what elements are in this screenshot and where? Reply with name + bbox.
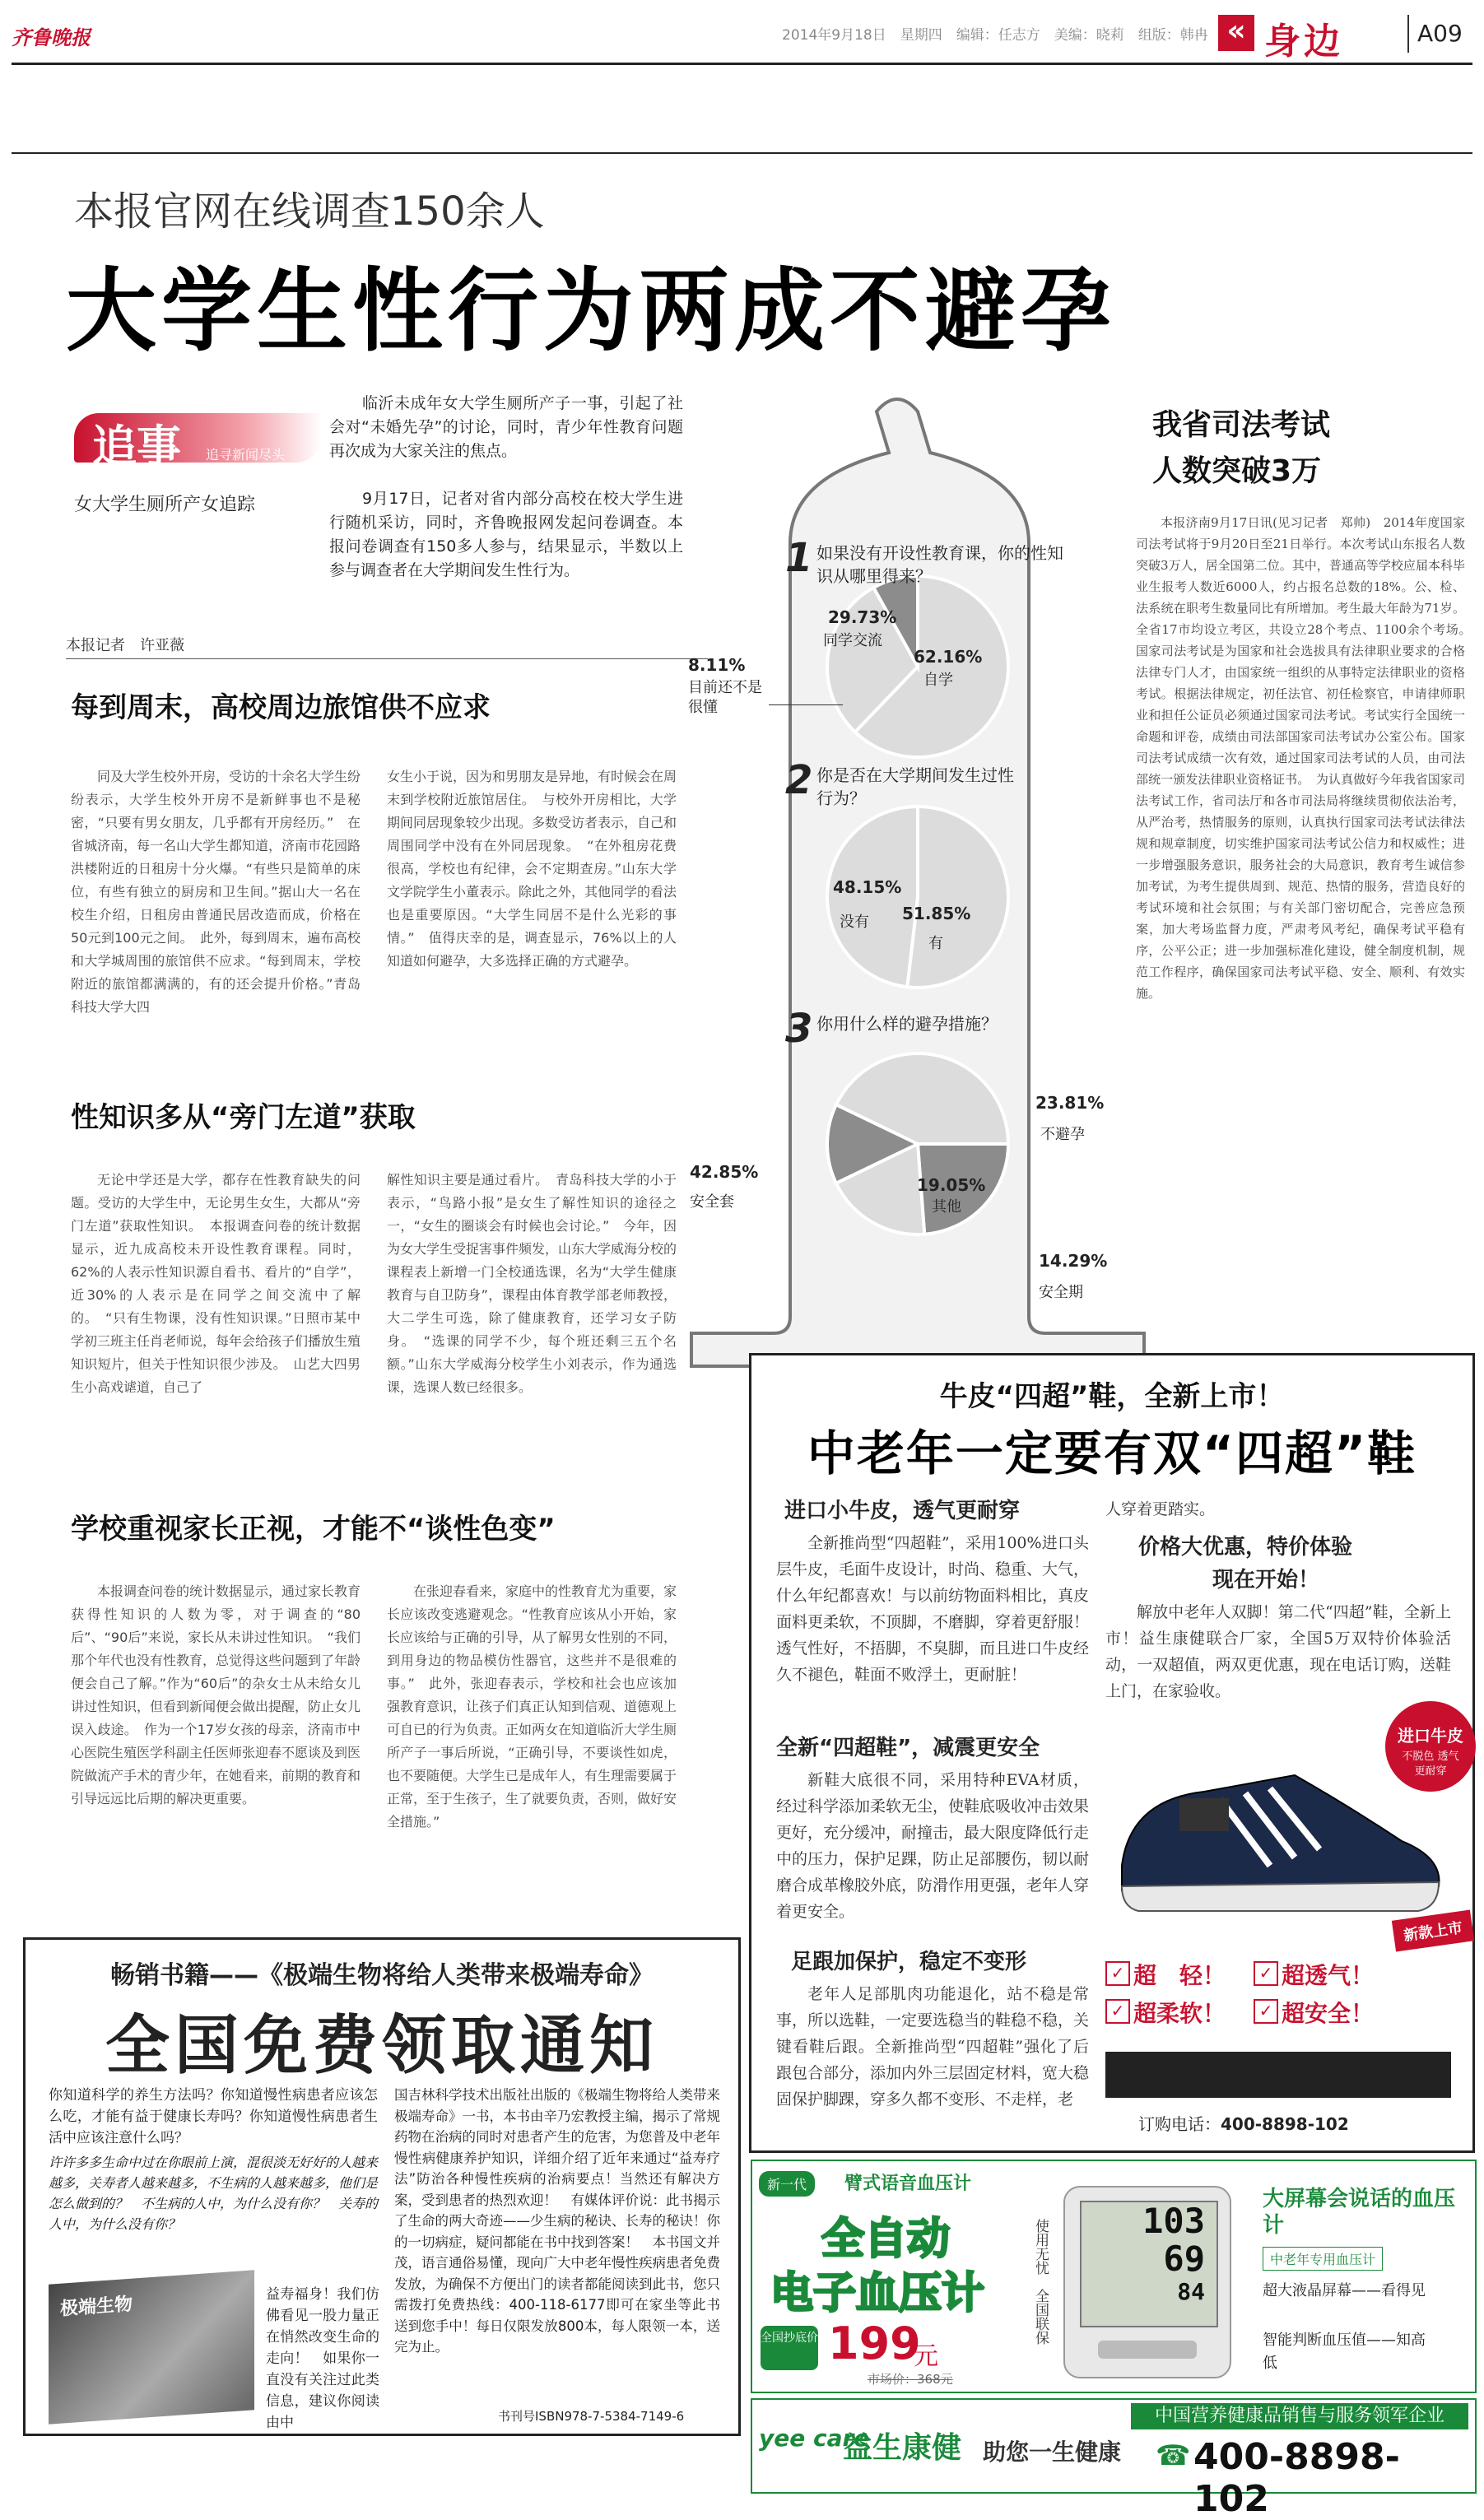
feature-check-icon: ✓ [1105, 1961, 1130, 1986]
shoe-h3: 足跟加保护，稳定不变形 [791, 1950, 1027, 1974]
page-meta: 2014年9月18日 星期四 编辑：任志方 美编：晓莉 组版：韩冉 [782, 27, 1208, 44]
shoe-ad [749, 1353, 1475, 2153]
footer-company: 中国营养健康品销售与服务领军企业 [1131, 2403, 1468, 2429]
q3-a-pct: 23.81% [1035, 1093, 1105, 1113]
q3-number: 3 [785, 1006, 813, 1052]
feature-2: 超透气！ [1282, 1962, 1375, 1989]
sec2-col2: 解性知识主要是通过看片。 青岛科技大学的小于表示，“鸟路小报”是女生了解性知识的途径之一，“女生的圈谈会有时候也会讨论。” 今年，因为女大学生受捉害事件频发，山东大学威海分校的课程表上新增一门全校通选课，名为“大学生健康教育与自卫防身”，课程由体育教学部老师教授，大二学生可选，除了健康教育，还学习女子防身。 “选课的同学不少，每个班还剩三五个名额。”山东大学威海分校学生小刘表示，作为通选课，选课人数已经很多。 [387, 1172, 677, 1395]
bp-ad [751, 2160, 1477, 2393]
bp-pill-text: 臂式语音血压计 [844, 2174, 972, 2194]
q1-leader-line [769, 704, 843, 705]
bp-right-b2: 智能判断血压值——知高低 [1263, 2332, 1426, 2372]
follow-logo [74, 405, 321, 471]
shoe-b3: 老年人足部肌肉功能退化，站不稳是常事，所以选鞋，一定要选稳当的鞋稳不稳，关键看鞋后跟。全新推尚型“四超鞋”强化了后跟包合部分，添加内外三层固定材料，宽大稳固保护脚踝，穿多久都不变形、不走样，老 [776, 1985, 1090, 2109]
sec3-col2: 在张迎春看来，家庭中的性教育尤为重要，家长应该改变逃避观念。“性教育应该从小开始，家长应该给与正确的引导，从了解男女性别的不同，到用身边的物品模仿性器官，这些并不是很难的事。” 此外，张迎春表示，学校和社会也应该加强教育意识，让孩子们真正认知到信观、道德观上可自已的行为负责。正如两女在知道临沂大学生厕所产子一事后所说，“正确引导，不要谈性如虎，也不要随便。大学生已是成年人，有生理需要属于正常，至于生孩子，生了就要负责，否则，做好安全措施。” [387, 1583, 677, 1830]
section-name: 身边 [1264, 21, 1343, 63]
bp-line2: 电子血压计 [770, 2269, 985, 2318]
shoe-ad-top: 牛皮“四超”鞋，全新上市！ [939, 1380, 1285, 1413]
book-ad-top: 畅销书籍——《极端生物将给人类带来极端寿命》 [110, 1961, 654, 1990]
sec3-col1: 本报调查问卷的统计数据显示，通过家长教育获得性知识的人数为零，对于调查的“80后”、“90后”来说，家长从未讲过性知识。 “我们那个年代也没有性教育，总觉得这些问题到了年龄便会自己了解。”作为“60后”的杂女士从未给女儿讲过性知识，但看到新闻便会做出提醒，防止女儿误入歧途。 作为一个17岁女孩的母亲，济南市中心医院生殖医学科副主任医师张迎春不愿谈及到医院做流产手术的青少年，在她看来，前期的教育和引导远远比后期的解决更重要。 [71, 1583, 361, 1806]
shoe-badge [1385, 1701, 1476, 1792]
follow-logo-char: 追事 [92, 421, 181, 472]
q1-a-name: 同学交流 [823, 632, 882, 649]
q1-b-pct: 62.16% [914, 647, 983, 667]
q2-b-pct: 51.85% [902, 904, 971, 923]
bp-device [1063, 2186, 1231, 2378]
shoe-phone-label: 订购电话： [1138, 2114, 1221, 2134]
pie-chart-q1 [827, 576, 1008, 757]
q1-c-pct: 8.11% [688, 655, 746, 675]
header-rule-thin [12, 152, 1472, 154]
byline: 本报记者 许亚薇 [66, 637, 184, 654]
masthead-logo: 齐鲁晚报 [12, 26, 91, 49]
book-mid: 国吉林科学技术出版社出版的《极端生物将给人类带来极端寿命》一书，本书由辛乃宏教授主编，揭示了常规药物在治病的同时对患者产生的危害，为您普及中老年慢性病健康养护知识，详细介绍了近年来通过“益寿疗法”防治各种慢性疾病的治病要点！当然还有解决方案，受到患者的热烈欢迎！ 有媒体评价说：此书揭示了生命的两大奇迹——少生病的秘诀、长寿的秘诀！你的一切病症，疑问都能在书中找到答案！ 本书国文并茂，语言通俗易懂，现向广大中老年慢性疾病患者免费发放，为确保不方便出门的读者都能阅读到此书，您只需拨打免费热线：400-118-6177即可在家坐等此书送到您手中！每日仅限发放800本，每人限领一本，送完为止。 [394, 2087, 720, 2355]
q3-c-pct: 42.85% [690, 1162, 759, 1182]
sec2-title: 性知识多从“旁门左道”获取 [71, 1101, 416, 1134]
shoe-new-tag: 新款上市 [1392, 1910, 1474, 1952]
exam-body: 本报济南9月17日讯(见习记者 郑帅) 2014年度国家司法考试将于9月20日至21日举行。本次考试山东报名人数突破3万人，居全国第二位。其中，普通高等学校应届本科毕业生报考人数近6000人，约占报名总数的18%。公、检、法系统在职考生数量同比有所增加。考生最大年龄为71岁。全省17市均设立考区，共设立28个考点、1100余个考场。 国家司法考试是为国家和社会选拔具有法律职业要求的合格法律专门人才，由国家统一组织的从事特定法律职业的资格考试。根据法律规定，初任法官、初任检察官，申请律师职业和担任公证员必须通过国家司法考试。考试实行全国统一命题和评卷，成绩由司法部国家司法考试办公室公布。国家司法考试成绩一次有效，通过国家司法考试的人员，由司法部统一颁发法律职业资格证书。 为认真做好今年我省国家司法考试工作，省司法厅和各市司法局将继续贯彻依法治考，从严治考，热情服务的原则，认真执行国家司法考试法律法规和规章制度，切实维护国家司法考试公信力和权威性；进一步增强服务意识，服务社会的大局意识，教育考生诚信参加考试，为考生提供周到、规范、热情的服务，营造良好的考试环境和社会氛围；与有关部门密切配合，完善应急预案，加大考场监督力度，严肃考风考纪，确保考试平稳有序，公平公正；进一步加强标准化建设，健全制度机制，规范工作程序，确保国家司法考试平稳、安全、顺利、有效实施。 [1136, 515, 1478, 1001]
q2-a-name: 没有 [840, 914, 869, 931]
q1-a-pct: 29.73% [828, 607, 897, 627]
bp-price-tag: 全国抄底价 [761, 2326, 818, 2370]
q2-text: 你是否在大学期间发生过性行为？ [816, 765, 1014, 808]
q1-b-name: 自学 [923, 672, 953, 689]
book-cover-text: 极端生物 [60, 2294, 133, 2320]
shoe-price-title1: 价格大优惠，特价体验 [1138, 1535, 1353, 1560]
survey-graphic [683, 379, 1152, 1399]
bp-line1: 全自动 [821, 2215, 951, 2264]
shoe-right-top: 人穿着更踏实。 [1105, 1500, 1216, 1518]
q3-d-pct: 14.29% [1039, 1251, 1108, 1271]
sec1-col2: 女生小于说，因为和男朋友是异地，有时候会在周末到学校附近旅馆居住。 与校外开房相比，大学期间同居现象较少出现。多数受访者表示，自己和周围同学中没有在外同居现象。 “在外租房花费很高，学校也有纪律，会不定期查房。”山东大学文学院学生小董表示。除此之外，其他同学的看法也是重要原因。“大学生同居不是什么光彩的事情。” 值得庆幸的是，调查显示，76%以上的人知道如何避孕，大多选择正确的方式避孕。 [387, 769, 677, 969]
book-isbn: 书刊号ISBN978-7-5384-7149-6 [498, 2409, 685, 2424]
bp-price: 199 [828, 2318, 921, 2369]
q1-text: 如果没有开设性教育课，你的性知识从哪里得来？ [816, 543, 1063, 586]
shoe-icon-strip [1105, 2052, 1451, 2098]
section-flag [1218, 12, 1416, 63]
book-ad [23, 1937, 741, 2436]
footer-phone: 400-8898-102 [1193, 2436, 1400, 2520]
bp-market: 市场价：368元 [868, 2372, 953, 2387]
follow-logo-sub: 追寻新闻尽头 [206, 447, 286, 463]
q3-text: 你用什么样的避孕措施？ [816, 1014, 998, 1034]
header-rule [12, 63, 1472, 65]
q2-number: 2 [785, 757, 813, 803]
follow-tag: 女大学生厕所产女追踪 [74, 495, 256, 515]
q3-d-name: 安全期 [1039, 1284, 1083, 1301]
bp-lcd [1080, 2201, 1218, 2327]
footer-phone-icon: ☎ [1156, 2439, 1191, 2472]
pie-chart-q3 [827, 1053, 1008, 1234]
book-handwriting: 许许多多生命中过在你眼前上演，混很淡无好好的人越来越多，关寿者人越来越多，不生病的人越来越多，他们是怎么做到的？ 不生病的人中，为什么没有你？ 关寿的人中，为什么没有你？ [49, 2155, 379, 2232]
sec3-title: 学校重视家长正视，才能不“谈性色变” [71, 1513, 556, 1546]
book-side: 益寿福身！我们仿佛看见一股力量正在悄然改变生命的走向！ 如果你一直没有关注过此类信息，建议你阅读由中 [266, 2286, 379, 2431]
headline-title: 大学生性行为两成不避孕 [66, 258, 1116, 364]
exam-title-line1: 我省司法考试 [1152, 408, 1331, 442]
feature-4: 超安全！ [1282, 2000, 1375, 2027]
feature-check-icon: ✓ [1254, 1999, 1278, 2024]
bp-pill: 新一代 [759, 2171, 815, 2197]
bp-lcd-3: 84 [1177, 2278, 1205, 2305]
lead-p1: 临沂未成年女大学生厕所产子一事，引起了社会对“未婚先孕”的讨论，同时，青少年性教育问题再次成为大家关注的焦点。 [329, 394, 683, 460]
sec1-title: 每到周末，高校周边旅馆供不应求 [71, 691, 491, 724]
footer-slogan: 助您一生健康 [983, 2439, 1122, 2466]
feature-check-icon: ✓ [1105, 1999, 1130, 2024]
shoe-features [1105, 1956, 1451, 2039]
shoe-badge-title: 进口牛皮 [1398, 1726, 1463, 1746]
lead-p2: 9月17日，记者对省内部分高校在校大学生进行随机采访，同时，齐鲁晚报网发起问卷调查。本报问卷调查有150多人参与，结果显示，半数以上参与调查者在大学期间发生性行为。 [329, 490, 683, 579]
footer-brand: 益生康健 [843, 2431, 962, 2465]
bp-right-b1: 超大液晶屏幕——看得见 [1263, 2282, 1426, 2299]
page-number: A09 [1417, 20, 1463, 47]
feature-1: 超 轻！ [1133, 1962, 1226, 1989]
sec1-col1: 同及大学生校外开房，受访的十余名大学生纷纷表示，大学生校外开房不是新鲜事也不是秘密，“只要有男女朋友，几乎都有开房经历。” 在省城济南，每一名山大学生都知道，济南市花园路洪楼附近的日租房十分火爆。“有些只是简单的床位，有些有独立的厨房和卫生间。”据山大一名在校生介绍，日租房由普通民居改造而成，价格在50元到100元之间。 此外，每到周末，遍布高校和大学城周围的旅馆供不应求。“每到周末，学校附近的旅馆都满满的，有的还会提升价格。”青岛科技大学大四 [71, 769, 361, 1015]
q3-a-name: 不避孕 [1040, 1126, 1085, 1143]
pie-chart-q2 [827, 807, 1008, 988]
bp-price-unit: 元 [914, 2342, 938, 2371]
shoe-badge-sub: 不脱色 透气更耐穿 [1402, 1751, 1459, 1778]
bp-buttons [1098, 2341, 1197, 2359]
book-ad-headline: 全国免费领取通知 [105, 2009, 658, 2083]
q2-a-pct: 48.15% [833, 877, 902, 897]
shoe-price-title2: 现在开始！ [1212, 1568, 1320, 1592]
shoe-b1: 全新推尚型“四超鞋”，采用100%进口头层牛皮，毛面牛皮设计，时尚、稳重、大气，什么年纪都喜欢！与以前纺物面料相比，真皮面料更柔软，不顶脚，不磨脚，穿着更舒服！透气性好，不捂脚，不臭脚，而且进口牛皮经久不褪色，鞋面不败浮土，更耐脏！ [776, 1534, 1090, 1684]
shoe-h1: 进口小牛皮，透气更耐穿 [784, 1499, 1021, 1523]
shoe-h2: 全新“四超鞋”，减震更安全 [776, 1736, 1040, 1760]
q3-c-name: 安全套 [690, 1193, 734, 1211]
footer-logo-sub: yee care [759, 2425, 870, 2452]
feature-3: 超柔软！ [1133, 2000, 1226, 2027]
q3-b-pct: 19.05% [917, 1175, 986, 1195]
exam-title-line2: 人数突破3万 [1152, 454, 1322, 488]
section-chevron-icon: « [1218, 15, 1254, 51]
book-left-q: 你知道科学的养生方法吗？你知道慢性病患者应该怎么吃，才能有益于健康长寿吗？你知道慢性病患者生活中应该注意什么吗？ [49, 2087, 378, 2146]
q2-b-name: 有 [928, 935, 943, 952]
bp-right-tag: 中老年专用血压计 [1263, 2247, 1383, 2271]
headline-kicker: 本报官网在线调查150余人 [74, 188, 545, 235]
shoe-phone [1138, 2111, 1349, 2135]
shoe-phone-number: 400-8898-102 [1221, 2114, 1349, 2134]
shoe-price-body: 解放中老年人双脚！第二代“四超”鞋，全新上市！益生康健联合厂家，全国5万双特价体验活动，一双超值，两双更优惠，现在电话订购，送鞋上门，在家验收。 [1105, 1603, 1451, 1700]
section-divider [1407, 15, 1409, 53]
q1-number: 1 [785, 535, 813, 581]
bp-lcd-1: 103 [1142, 2201, 1205, 2241]
q3-b-name: 其他 [932, 1198, 961, 1216]
shoe-ad-headline: 中老年一定要有双“四超”鞋 [807, 1425, 1417, 1481]
bp-lcd-2: 69 [1163, 2239, 1205, 2279]
sec2-col1: 无论中学还是大学，都存在性教育缺失的问题。受访的大学生中，无论男生女生，大都从“旁门左道”获取性知识。 本报调查问卷的统计数据显示，近九成高校未开设性教育课程。同时，62%的人表示性知识源自看书、看片的“自学”，近30%的人表示是在同学之间交流中了解的。 “只有生物课，没有性知识课。”日照市某中学初三班主任肖老师说，每年会给孩子们播放生殖知识短片，但关于性知识很少涉及。 山艺大四男生小高戏谑道，自己了 [71, 1172, 361, 1395]
feature-check-icon: ✓ [1254, 1961, 1278, 1986]
bp-vertical: 使用无忧 全国联保 [1032, 2219, 1049, 2345]
book-cover-image [49, 2270, 254, 2424]
byline-rule [66, 658, 708, 659]
bp-right-title: 大屏幕会说话的血压计 [1263, 2187, 1456, 2238]
q1-c-name: 目前还不是很懂 [688, 679, 762, 716]
shoe-b2: 新鞋大底很不同，采用特种EVA材质，经过科学添加柔软无尘，使鞋底吸收冲击效果更好，充分缓冲，耐撞击，最大限度降低行走中的压力，保护足踝，防止足部腰伤，韧以耐磨合成革橡胶外底，防滑作用更强，老年人穿着更安全。 [776, 1771, 1090, 1921]
footer-bar [751, 2398, 1477, 2520]
